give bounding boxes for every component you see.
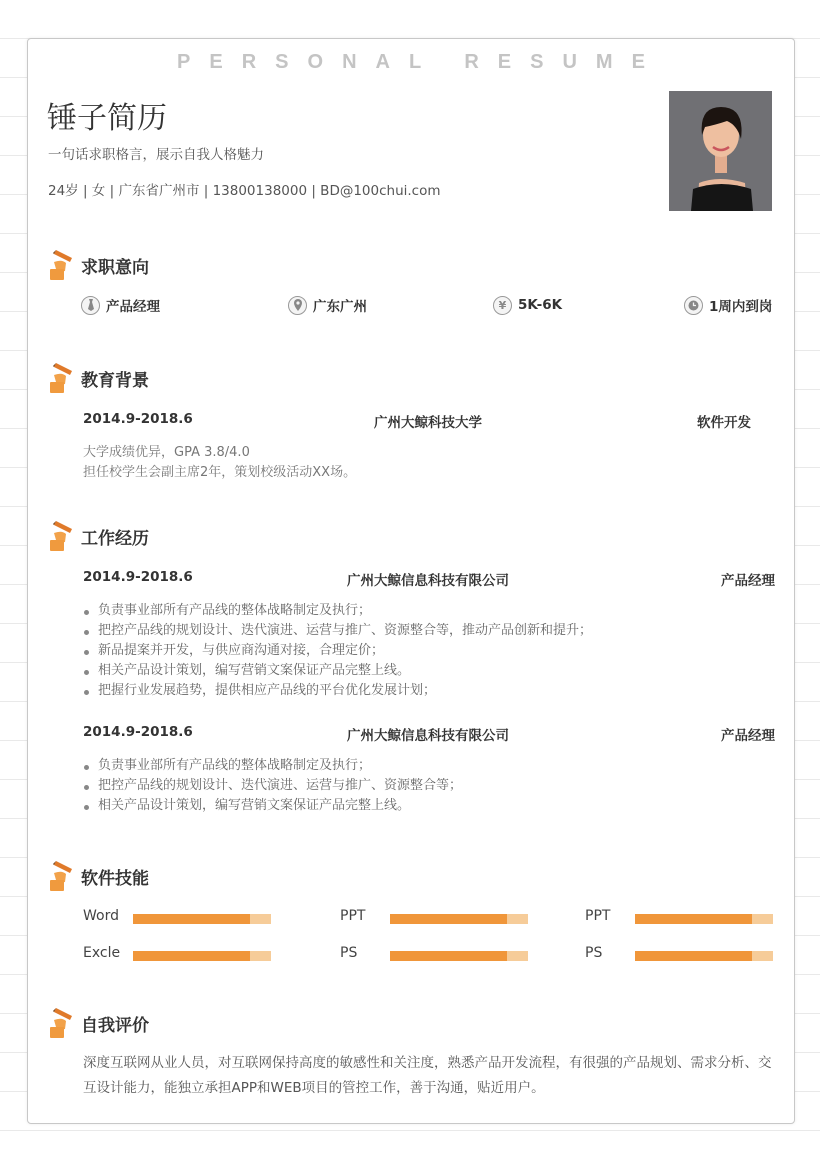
- self-evaluation: 深度互联网从业人员，对互联网保持高度的敏感性和关注度，熟悉产品开发流程，有很强的产品规划、需求分析、交互设计能力，能独立承担APP和WEB项目的管控工作，善于沟通，贴近用户。: [83, 1055, 772, 1096]
- skill-name: Word: [83, 908, 119, 924]
- education-details: [83, 443, 356, 483]
- skill-bar-fill: [390, 914, 507, 924]
- work-bullets-1: [83, 601, 592, 701]
- section-title-education: 教育背景: [81, 371, 149, 391]
- education-school: 广州大鲸科技大学: [374, 415, 482, 431]
- intent-city: [288, 294, 367, 316]
- education-period: 2014.9-2018.6: [83, 411, 193, 427]
- banner-title: PERSONAL RESUME: [177, 51, 664, 73]
- clock-icon: [684, 296, 703, 315]
- section-title-evaluation: 自我评价: [81, 1016, 149, 1036]
- skill-bar-fill: [133, 951, 250, 961]
- section-title-skills: 软件技能: [81, 869, 149, 889]
- location-pin-icon: [288, 296, 307, 315]
- work-company: 广州大鲸信息科技有限公司: [347, 728, 509, 744]
- skill-bar: [133, 914, 271, 924]
- skill-name: PPT: [585, 908, 611, 924]
- tie-icon: [81, 296, 100, 315]
- list-item: 把控产品线的规划设计、迭代演进、运营与推广、资源整合等；: [83, 776, 462, 796]
- skill-name: PS: [340, 945, 358, 961]
- pencil-hand-icon: [48, 358, 76, 394]
- skill-bar: [390, 914, 528, 924]
- intent-availability-text: 1周内到岗: [709, 299, 773, 315]
- skill-item: [340, 908, 540, 928]
- education-detail-line: 大学成绩优异，GPA 3.8/4.0: [83, 445, 250, 460]
- skill-bar-fill: [133, 914, 250, 924]
- skill-name: Excle: [83, 945, 121, 961]
- skill-name: PPT: [340, 908, 366, 924]
- intent-city-text: 广东广州: [313, 299, 367, 315]
- list-item: 新品提案并开发，与供应商沟通对接，合理定价；: [83, 641, 592, 661]
- skill-item: [585, 908, 785, 928]
- work-period: 2014.9-2018.6: [83, 724, 193, 740]
- education-detail-line: 担任校学生会副主席2年，策划校级活动XX场。: [83, 465, 357, 480]
- skill-item: [83, 945, 283, 965]
- yen-icon: ¥: [493, 296, 512, 315]
- skill-bar: [133, 951, 271, 961]
- motto: 一句话求职格言，展示自我人格魅力: [48, 147, 264, 163]
- skill-bar: [635, 914, 773, 924]
- section-title-work: 工作经历: [81, 529, 149, 549]
- intent-position-text: 产品经理: [106, 299, 160, 315]
- work-role: 产品经理: [721, 573, 775, 589]
- intent-availability: [684, 294, 772, 316]
- list-item: 负责事业部所有产品线的整体战略制定及执行；: [83, 756, 462, 776]
- skill-item: [83, 908, 283, 928]
- section-title-intent: 求职意向: [81, 258, 149, 278]
- pencil-hand-icon: [48, 856, 76, 892]
- pencil-hand-icon: [48, 1003, 76, 1039]
- list-item: 把握行业发展趋势，提供相应产品线的平台优化发展计划；: [83, 681, 592, 701]
- work-bullets-2: [83, 756, 462, 816]
- intent-position: [81, 294, 160, 316]
- resume-card: [27, 38, 795, 1124]
- intent-salary: [493, 294, 562, 316]
- list-item: 负责事业部所有产品线的整体战略制定及执行；: [83, 601, 592, 621]
- work-row-1: [83, 569, 773, 589]
- skill-bar: [635, 951, 773, 961]
- work-period: 2014.9-2018.6: [83, 569, 193, 585]
- profile-photo: [669, 91, 772, 211]
- list-item: 相关产品设计策划，编写营销文案保证产品完整上线。: [83, 796, 462, 816]
- education-row: [83, 411, 773, 431]
- skill-bar: [390, 951, 528, 961]
- skill-bar-fill: [635, 914, 752, 924]
- pencil-hand-icon: [48, 516, 76, 552]
- pencil-hand-icon: [48, 245, 76, 281]
- list-item: 把控产品线的规划设计、迭代演进、运营与推广、资源整合等，推动产品创新和提升；: [83, 621, 592, 641]
- skill-bar-fill: [635, 951, 752, 961]
- skill-item: [340, 945, 540, 965]
- skill-item: [585, 945, 785, 965]
- intent-row: [81, 294, 771, 316]
- work-row-2: [83, 724, 773, 744]
- list-item: 相关产品设计策划，编写营销文案保证产品完整上线。: [83, 661, 592, 681]
- education-major: 软件开发: [697, 415, 751, 431]
- contact-info: 24岁 | 女 | 广东省广州市 | 13800138000 | BD@100chui.com: [48, 183, 441, 199]
- skill-bar-fill: [390, 951, 507, 961]
- work-role: 产品经理: [721, 728, 775, 744]
- intent-salary-text: 5K-6K: [518, 297, 563, 313]
- resume-name: 锤子简历: [47, 101, 167, 136]
- work-company: 广州大鲸信息科技有限公司: [347, 573, 509, 589]
- skill-name: PS: [585, 945, 603, 961]
